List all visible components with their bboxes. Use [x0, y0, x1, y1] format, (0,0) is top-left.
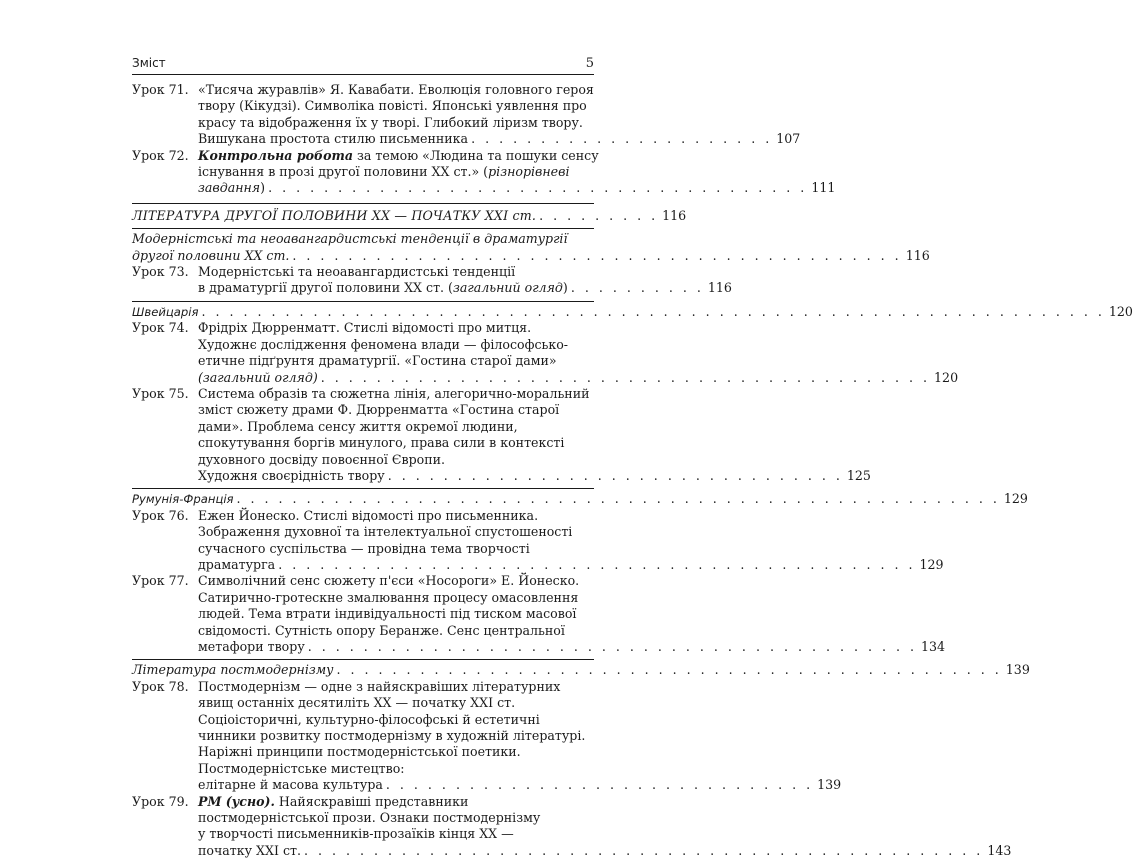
dot-leader: . . . . . . . . . . . . . . . . . . . . . . . . . . . . . . . . . . . . . . . . . . . . [292, 247, 902, 263]
lesson-line: постмодерністської прози. Ознаки постмодернізму [198, 810, 541, 826]
entry-page-number: 120 [934, 369, 959, 385]
dot-leader: . . . . . . . . . . . . . . . . . . . . . . . . . . . . . . . . . . . . . . . . . . . . . . . . . [304, 842, 984, 858]
header-title: Зміст [132, 56, 166, 70]
entry-page-number: 143 [987, 842, 1012, 858]
lesson-line: красу та відображення їх у творі. Глибокий ліризм твору. [198, 114, 583, 130]
dot-leader: . . . . . . . . . [539, 207, 659, 223]
toc-section-romania-france[interactable] [132, 488, 1028, 507]
page-number: 5 [585, 56, 594, 71]
dot-leader: . . . . . . . . . . . . . . . . . . . . . . . . . . . . . . . . . . . . . . . . . . . . . . . . . . . . . . . [236, 491, 1000, 507]
section-title: Література постмодернізму [132, 662, 334, 678]
dot-leader: . . . . . . . . . . . . . . . . . . . . . . . . . . . . . . . [385, 777, 814, 793]
lesson-text [198, 793, 1012, 859]
lesson-line: метафори твору [198, 639, 305, 654]
toc-section-literature[interactable] [132, 203, 687, 224]
lesson-text [198, 147, 836, 197]
dot-leader: . . . . . . . . . . . . . . . . . . . . . . . . . . . . . . . . . . . . . . . . . . . . [307, 639, 918, 654]
lesson-text [198, 385, 871, 484]
entry-page-number: 139 [817, 777, 842, 793]
lesson-line: ) [260, 180, 266, 196]
section-title: ЛІТЕРАТУРА ДРУГОЇ ПОЛОВИНИ XX — ПОЧАТКУ XXI ст. [132, 207, 537, 223]
lesson-label-bold: РМ (усно). [198, 793, 275, 809]
lesson-text [198, 264, 732, 297]
lesson-line: свідомості. Сутність опору Беранже. Сенс центральної [198, 622, 565, 638]
lesson-line-italic: завдання [198, 180, 261, 196]
running-header [132, 52, 594, 75]
lesson-number: Урок 74. [132, 320, 189, 336]
lesson-line: Система образів та сюжетна лінія, алегорично-моральний [198, 385, 590, 401]
toc-section-postmodernism[interactable] [132, 659, 1030, 678]
lesson-line: чинники розвитку постмодернізму в художній літературі. [198, 728, 586, 744]
lesson-line: елітарне й масова культура [198, 777, 383, 793]
dot-leader: . . . . . . . . . . . . . . . . . . . . . . . . . . . . . . . . . . . . . . . . . . . . [320, 369, 931, 385]
toc-section-modernist[interactable] [132, 228, 930, 264]
lesson-line: дами». Проблема сенсу життя окремої людини, [198, 418, 518, 434]
lesson-number: Урок 76. [132, 507, 189, 523]
dot-leader: . . . . . . . . . . . . . . . . . . . . . . [471, 131, 773, 147]
lesson-line: Художня своєрідність твору [198, 467, 385, 483]
lesson-line: зміст сюжету драми Ф. Дюрренматта «Гостина старої [198, 402, 560, 418]
table-of-contents [132, 82, 1133, 859]
lesson-line: в драматургії другої половини XX ст. ( [198, 280, 453, 296]
entry-page-number: 107 [776, 131, 801, 147]
lesson-line: драматурга [198, 556, 276, 572]
entry-page-number: 120 [1108, 303, 1133, 319]
lesson-line: Сатирично-гротескне змалювання процесу омасовлення [198, 589, 579, 605]
toc-entry-lesson-75[interactable] [132, 385, 871, 484]
lesson-line: Модерністські та неоавангардистські тенденції [198, 264, 516, 280]
section-title: Швейцарія [132, 304, 199, 319]
toc-entry-lesson-77[interactable] [132, 573, 946, 655]
entry-page-number: 129 [1003, 491, 1028, 507]
lesson-text [198, 573, 946, 655]
lesson-number: Урок 71. [132, 82, 189, 97]
lesson-line: етичне підґрунтя драматургії. «Гостина старої дами» [198, 353, 557, 369]
lesson-line: сучасного суспільства — провідна тема творчості [198, 540, 530, 556]
lesson-line: Символічний сенс сюжету п'єси «Носороги» Е. Йонеско. [198, 573, 580, 589]
toc-entry-lesson-71[interactable] [132, 82, 801, 148]
entry-page-number: 139 [1005, 662, 1030, 678]
lesson-line: ) [562, 280, 568, 296]
dot-leader: . . . . . . . . . . . . . . . . . . . . . . . . . . . . . . . . . . . . . . . . . . . . . . . . [336, 662, 1002, 678]
lesson-line: Постмодернізм — одне з найяскравіших літературних [198, 678, 561, 694]
section-title: Румунія-Франція [132, 492, 234, 507]
lesson-number: Урок 75. [132, 385, 189, 401]
lesson-line-italic: загальний огляд [452, 280, 563, 296]
section-title: другої половини XX ст. [132, 247, 290, 263]
lesson-number: Урок 73. [132, 264, 189, 280]
lesson-line: Соціоісторичні, культурно-філософські й естетичні [198, 711, 540, 727]
entry-page-number: 129 [919, 556, 944, 572]
lesson-line: початку XXI ст. [198, 842, 301, 858]
toc-entry-lesson-79[interactable] [132, 793, 1012, 859]
dot-leader: . . . . . . . . . . [570, 280, 704, 296]
toc-entry-lesson-74[interactable] [132, 320, 959, 386]
lesson-number: Урок 78. [132, 678, 189, 694]
lesson-text [198, 507, 944, 574]
toc-entry-lesson-73[interactable] [132, 264, 732, 297]
lesson-line: існування в прозі другої половини XX ст.» ( [198, 164, 489, 180]
lesson-line: «Тисяча журавлів» Я. Кавабати. Еволюція головного героя [198, 82, 594, 97]
dot-leader: . . . . . . . . . . . . . . . . . . . . . . . . . . . . . . . . . . . . . . . . . . . . . . . . . . . . . . . . . . . . . . . . . [201, 303, 1105, 319]
dot-leader: . . . . . . . . . . . . . . . . . . . . . . . . . . . . . . . . . . . . . . . [268, 180, 808, 196]
lesson-text [198, 320, 959, 386]
lesson-line: у творчості письменників-прозаїків кінця XX — [198, 826, 514, 842]
dot-leader: . . . . . . . . . . . . . . . . . . . . . . . . . . . . . . . . . . . . . . . . . . . . . . [278, 556, 916, 572]
lesson-line: Фрідріх Дюрренматт. Стислі відомості про митця. [198, 320, 532, 336]
toc-entry-lesson-76[interactable] [132, 507, 944, 574]
lesson-line: Постмодерністське мистецтво: [198, 760, 405, 776]
lesson-number: Урок 72. [132, 147, 189, 163]
section-title: Модерністські та неоавангардистські тенденції в драматургії [132, 231, 568, 247]
lesson-line: Ежен Йонеско. Стислі відомості про письменника. [198, 507, 539, 523]
lesson-line: Вишукана простота стилю письменника [198, 131, 469, 147]
lesson-line: духовного досвіду повоєнної Європи. [198, 451, 446, 467]
lesson-number: Урок 79. [132, 793, 189, 809]
toc-section-switzerland[interactable] [132, 301, 1133, 320]
lesson-line-italic: (загальний огляд) [198, 369, 318, 385]
lesson-line: Зображення духовної та інтелектуальної спустошеності [198, 524, 573, 540]
dot-leader: . . . . . . . . . . . . . . . . . . . . . . . . . . . . . . . . . [387, 467, 843, 483]
lesson-line: твору (Кікудзі). Символіка повісті. Японські уявлення про [198, 98, 587, 114]
lesson-line: за темою «Людина та пошуки сенсу [353, 147, 599, 163]
lesson-label-bold: Контрольна робота [198, 147, 354, 163]
lesson-line: людей. Тема втрати індивідуальності під тиском масової [198, 606, 577, 622]
lesson-line: спокутування боргів минулого, права сили в контексті [198, 435, 565, 451]
lesson-line: Наріжні принципи постмодерністської поетики. [198, 744, 521, 760]
lesson-text [198, 678, 842, 794]
entry-page-number: 116 [707, 280, 732, 296]
entry-page-number: 116 [905, 247, 930, 263]
lesson-line-italic: різнорівневі [488, 164, 570, 180]
lesson-line: Найяскравіші представники [274, 793, 469, 809]
lesson-text [198, 82, 801, 148]
entry-page-number: 116 [662, 207, 687, 223]
lesson-line: Художнє дослідження феномена влади — філософсько- [198, 336, 569, 352]
lesson-number: Урок 77. [132, 573, 189, 589]
entry-page-number: 111 [811, 180, 836, 196]
toc-entry-lesson-78[interactable] [132, 678, 842, 794]
lesson-line: явищ останніх десятиліть XX — початку XXI ст. [198, 695, 516, 711]
entry-page-number: 125 [846, 467, 871, 483]
toc-entry-lesson-72[interactable] [132, 147, 836, 197]
entry-page-number: 134 [921, 639, 946, 654]
